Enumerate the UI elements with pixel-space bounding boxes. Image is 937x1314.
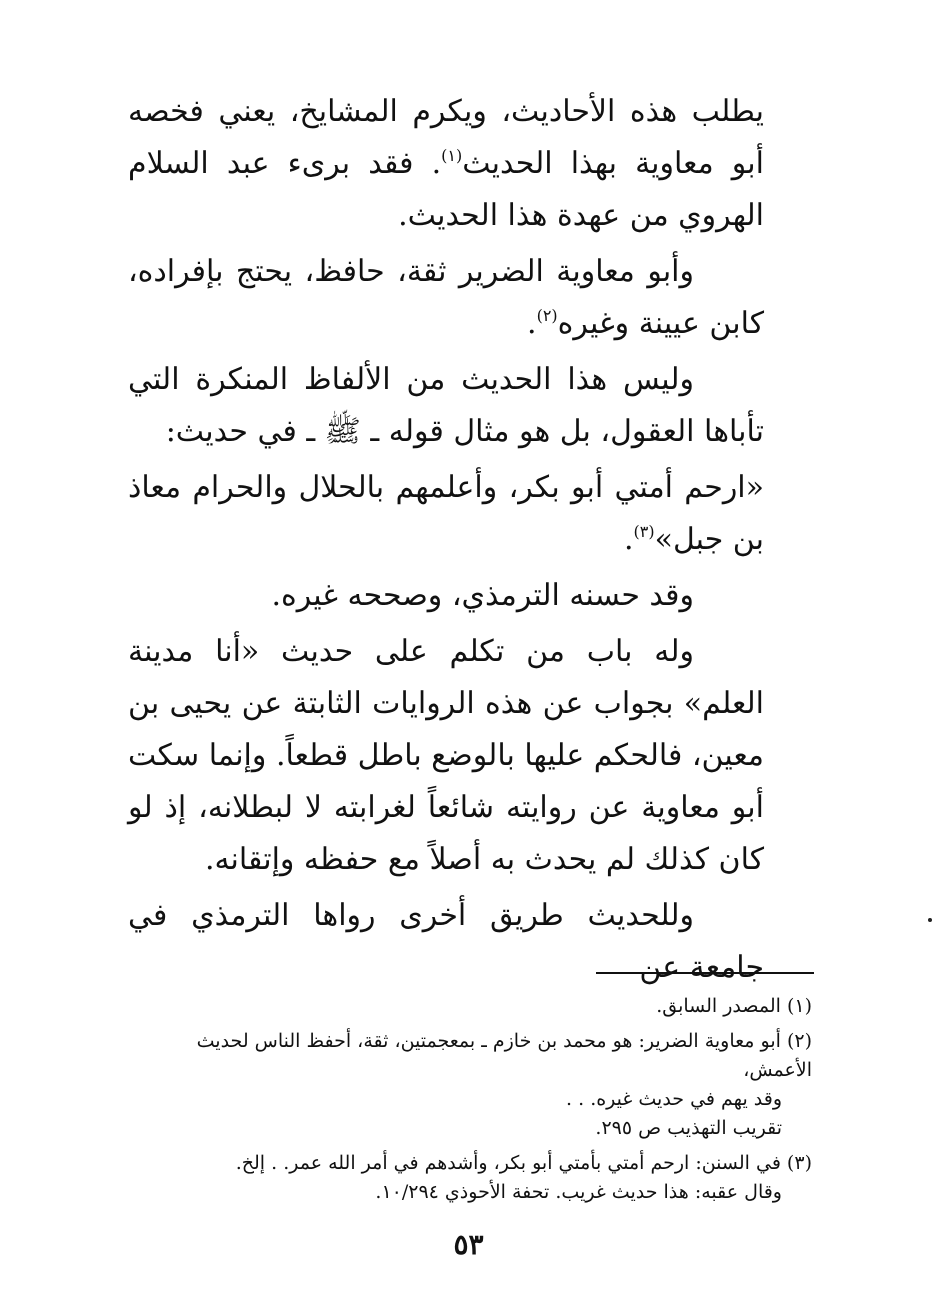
footnote-2-line-3: تقريب التهذيب ص ٢٩٥. <box>595 1117 782 1139</box>
footnote-3-line-2: وقال عقبه: هذا حديث غريب. تحفة الأحوذي ١٠/٢٩٤. <box>375 1181 782 1203</box>
paragraph-2-text-a: وأبو معاوية الضرير ثقة، حافظ، يحتج بإفراده، كابن عيينة وغيره <box>128 254 764 341</box>
footnote-divider <box>596 972 814 974</box>
quoted-hadith-text: «ارحم أمتي أبو بكر، وأعلمهم بالحلال والحرام معاذ بن جبل» <box>128 470 764 557</box>
footnote-3 <box>128 1149 812 1207</box>
footnote-ref-1: (١) <box>441 146 463 165</box>
footnotes <box>128 992 812 1213</box>
footnote-2-line-1: (٢) أبو معاوية الضرير: هو محمد بن خازم ـ بمعجمتين، ثقة، أحفظ الناس لحديث الأعمش، <box>196 1030 812 1081</box>
paragraph-7: وللحديث طريق أخرى رواها الترمذي في جامعة عن <box>128 898 764 985</box>
footnote-ref-2: (٢) <box>536 306 558 325</box>
footnote-1 <box>128 992 812 1021</box>
paragraph-5: وقد حسنه الترمذي، وصححه غيره. <box>271 578 694 613</box>
footnote-2 <box>128 1027 812 1143</box>
footnote-1-line-1: (١) المصدر السابق. <box>656 995 812 1017</box>
footnote-ref-3: (٣) <box>633 522 655 541</box>
paragraph-2 <box>128 246 764 350</box>
paragraph-1 <box>128 86 764 242</box>
paragraph-3: وليس هذا الحديث من الألفاظ المنكرة التي تأباها العقول، بل هو مثال قوله ـ ﷺ ـ في حديث: <box>128 362 764 449</box>
footnote-3-line-1: (٣) في السنن: ارحم أمتي بأمتي أبو بكر، وأشدهم في أمر الله عمر. . إلخ. <box>235 1152 812 1174</box>
footnote-2-line-2: وقد يهم في حديث غيره. . . <box>566 1088 782 1110</box>
quoted-hadith <box>128 462 764 566</box>
paragraph-2-text-b: . <box>527 306 537 341</box>
paragraph-1-text-a: يطلب هذه الأحاديث، ويكرم المشايخ، يعني فخصه أبو معاوية بهذا الحديث <box>128 94 764 181</box>
page-number: ٥٣ <box>453 1228 484 1261</box>
main-text <box>128 86 764 998</box>
quoted-hadith-end: . <box>623 522 634 557</box>
paragraph-6: وله باب من تكلم على حديث «أنا مدينة العلم» بجواب عن هذه الروايات الثابتة عن يحيى بن معين، فالحكم عليها بالوضع باطل قطعاً. وإنما سكت أبو معاوية عن روايته شائعاً لغرابته لا لبطلانه، إذ لو كان كذلك لم يحدث به أصلاً مع حفظه وإتقانه. <box>128 634 764 877</box>
paragraph-1-text-b: . فقد برىء عبد السلام الهروي من عهدة هذا الحديث. <box>128 146 764 233</box>
scan-speck <box>928 918 932 922</box>
